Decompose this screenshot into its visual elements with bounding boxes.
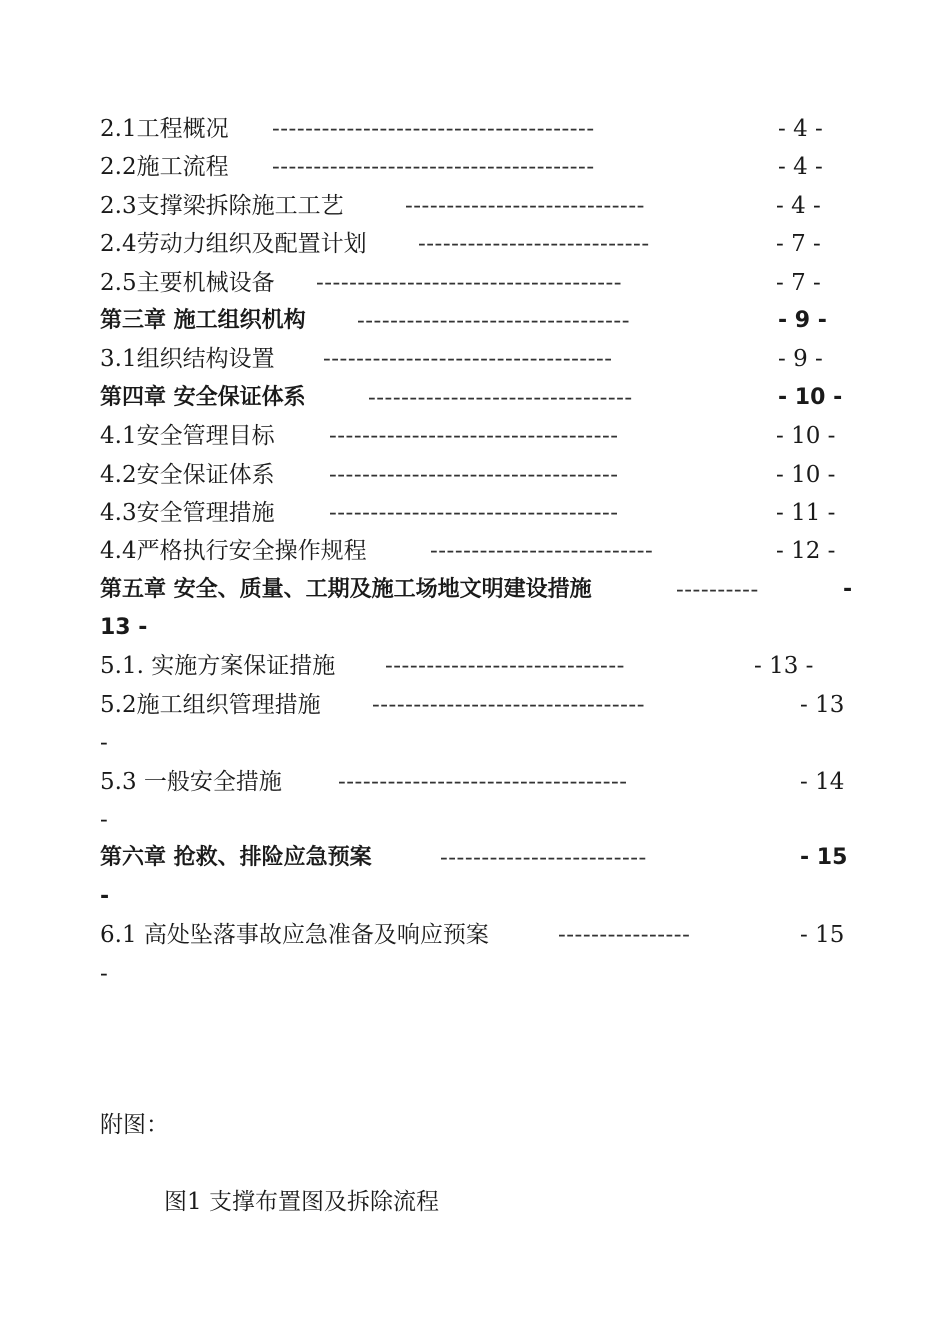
toc-entry-title: 2.4劳动力组织及配置计划 (100, 231, 367, 258)
toc-entry-6-1[interactable] (0, 915, 950, 953)
toc-page-number: - 13 - (754, 653, 814, 680)
toc-page-number-wrap: - (100, 883, 110, 909)
toc-entry-4-1[interactable] (0, 416, 950, 454)
toc-leader: ------------------------- (440, 845, 647, 872)
toc-entry-title: 2.5主要机械设备 (100, 269, 275, 296)
toc-page-number: - 12 - (776, 538, 836, 565)
toc-leader: --------------------------- (430, 538, 654, 565)
toc-leader: ------------------------------------- (316, 269, 623, 296)
toc-page-number: - 15 (800, 922, 845, 949)
toc-entry-4-4[interactable] (0, 531, 950, 569)
toc-entry-2-5[interactable] (0, 263, 950, 301)
toc-page-number: - 4 - (776, 192, 821, 219)
toc-entry-5-3[interactable] (0, 762, 950, 800)
toc-page-number: - 7 - (776, 269, 821, 296)
toc-page-number: - 10 - (778, 384, 843, 410)
toc-entry-title: 5.1. 实施方案保证措施 (100, 653, 336, 680)
toc-leader: --------------------------------- (372, 691, 645, 718)
table-of-contents (0, 109, 950, 992)
toc-chapter-title: 第六章 抢救、排险应急预案 (100, 845, 372, 871)
toc-leader: ----------------------------- (385, 653, 625, 680)
toc-page-number: - 13 (800, 691, 845, 718)
appendix-label: 附图： (100, 1112, 169, 1138)
toc-leader: ----------------------------------- (338, 768, 628, 795)
toc-chapter-6[interactable] (0, 838, 950, 876)
toc-page-number: - 7 - (776, 231, 821, 258)
toc-page-number-wrap: - (100, 807, 108, 834)
toc-page-number: - 9 - (778, 346, 823, 373)
toc-leader: ----------------------------------- (323, 346, 613, 373)
toc-chapter-title: 第五章 安全、质量、工期及施工场地文明建设措施 (100, 576, 592, 602)
toc-entry-title: 2.3支撑梁拆除施工工艺 (100, 192, 344, 219)
toc-chapter-4[interactable] (0, 378, 950, 416)
toc-entry-title: 4.1安全管理目标 (100, 423, 275, 450)
toc-page-number-wrap: - (100, 730, 108, 757)
toc-leader: --------------------------------------- (272, 116, 595, 142)
toc-entry-title: 4.2安全保证体系 (100, 461, 275, 488)
figure-caption: 图1 支撑布置图及拆除流程 (164, 1189, 439, 1215)
toc-page-number: - 11 - (776, 499, 836, 526)
toc-page-number: - 10 - (776, 461, 836, 488)
toc-entry-title: 6.1 高处坠落事故应急准备及响应预案 (100, 922, 489, 949)
toc-entry-2-4[interactable] (0, 224, 950, 262)
toc-leader: ----------------------------------- (329, 461, 619, 488)
toc-entry-title: 2.2施工流程 (100, 154, 229, 181)
toc-page-number: - 9 - (778, 307, 827, 333)
toc-page-number: - 10 - (776, 423, 836, 450)
toc-leader: --------------------------------- (357, 307, 630, 334)
toc-entry-4-3[interactable] (0, 493, 950, 531)
toc-entry-title: 4.4严格执行安全操作规程 (100, 538, 367, 565)
toc-leader: --------------------------------------- (272, 154, 595, 181)
toc-entry-5-2[interactable] (0, 685, 950, 723)
toc-entry-6-1-continuation (0, 954, 950, 992)
toc-chapter-6-continuation (0, 877, 950, 915)
toc-page-number: - 14 (800, 768, 845, 795)
toc-leader: ---------------- (558, 922, 691, 949)
toc-page-number: - 4 - (778, 154, 823, 181)
toc-page-number: - (843, 576, 853, 602)
toc-entry-5-2-continuation (0, 723, 950, 761)
toc-chapter-3[interactable] (0, 301, 950, 339)
toc-entry-title: 4.3安全管理措施 (100, 499, 275, 526)
toc-entry-5-3-continuation (0, 800, 950, 838)
toc-entry-3-1[interactable] (0, 339, 950, 377)
toc-chapter-5[interactable] (0, 570, 950, 608)
toc-chapter-title: 第三章 施工组织机构 (100, 307, 306, 333)
toc-entry-2-3[interactable] (0, 186, 950, 224)
toc-entry-title: 5.2施工组织管理措施 (100, 691, 321, 718)
toc-entry-title: 3.1组织结构设置 (100, 346, 275, 373)
toc-leader: ---------- (676, 576, 759, 603)
toc-page-number-wrap: 13 - (100, 615, 148, 641)
toc-chapter-title: 第四章 安全保证体系 (100, 384, 306, 410)
toc-page-number: - 4 - (778, 116, 823, 142)
toc-entry-4-2[interactable] (0, 455, 950, 493)
toc-leader: ---------------------------- (418, 231, 650, 258)
toc-page-number-wrap: - (100, 960, 108, 987)
toc-entry-5-1[interactable] (0, 646, 950, 684)
toc-entry-title: 2.1工程概况 (100, 116, 229, 142)
toc-page-number: - 15 (800, 845, 848, 871)
toc-entry-2-1[interactable] (0, 109, 950, 147)
toc-leader: ----------------------------- (405, 192, 645, 219)
toc-chapter-5-continuation (0, 608, 950, 646)
toc-entry-title: 5.3 一般安全措施 (100, 768, 282, 795)
toc-leader: ----------------------------------- (329, 423, 619, 450)
toc-entry-2-2[interactable] (0, 147, 950, 185)
toc-leader: ----------------------------------- (329, 499, 619, 526)
toc-leader: -------------------------------- (368, 384, 633, 411)
